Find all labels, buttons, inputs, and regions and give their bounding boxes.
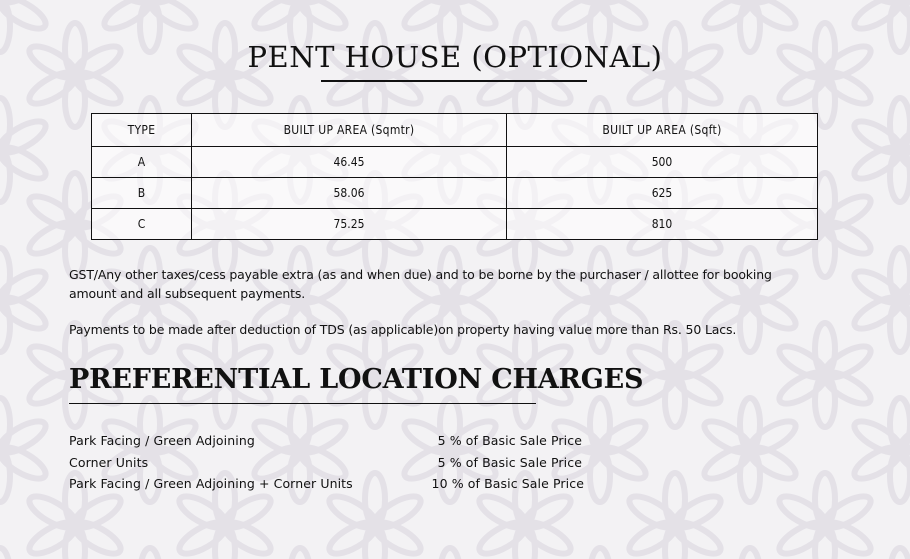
- column-header-sqft: BUILT UP AREA (Sqft): [507, 114, 818, 147]
- section-title: PREFERENTIAL LOCATION CHARGES: [69, 364, 644, 395]
- cell-type: C: [92, 209, 192, 240]
- cell-sqmtr: 46.45: [192, 147, 507, 178]
- cell-sqft: 810: [507, 209, 818, 240]
- charge-value: 5 % of Basic Sale Price: [437, 454, 582, 470]
- charge-value: 10 % of Basic Sale Price: [431, 476, 584, 491]
- area-table: [91, 113, 818, 240]
- charge-label: Park Facing / Green Adjoining + Corner Units: [69, 476, 353, 491]
- section-underline: [69, 403, 536, 404]
- charges-list: [69, 430, 609, 495]
- page-title: PENT HOUSE (OPTIONAL): [247, 40, 663, 74]
- list-item: [69, 473, 609, 495]
- cell-sqft: 500: [507, 147, 818, 178]
- cell-type: B: [92, 178, 192, 209]
- column-header-sqmtr: BUILT UP AREA (Sqmtr): [192, 114, 507, 147]
- tds-note: Payments to be made after deduction of TDS (as applicable)on property having value more than Rs. 50 Lacs.: [69, 322, 737, 337]
- cell-sqft: 625: [507, 178, 818, 209]
- cell-sqmtr: 58.06: [192, 178, 507, 209]
- table-row: [92, 209, 818, 240]
- cell-type: A: [92, 147, 192, 178]
- list-item: [69, 452, 609, 474]
- cell-sqmtr: 75.25: [192, 209, 507, 240]
- charge-value: 5 % of Basic Sale Price: [437, 433, 582, 448]
- list-item: [69, 430, 609, 452]
- charge-label: Corner Units: [69, 454, 149, 470]
- table-row: [92, 147, 818, 178]
- charge-label: Park Facing / Green Adjoining: [69, 433, 255, 448]
- table-row: [92, 178, 818, 209]
- tax-note: GST/Any other taxes/cess payable extra (as and when due) and to be borne by the purchaser / allottee for booking amount and all subsequent payments.: [69, 267, 772, 301]
- title-underline: [321, 80, 587, 82]
- column-header-type: TYPE: [92, 114, 192, 147]
- table-header-row: [92, 114, 818, 147]
